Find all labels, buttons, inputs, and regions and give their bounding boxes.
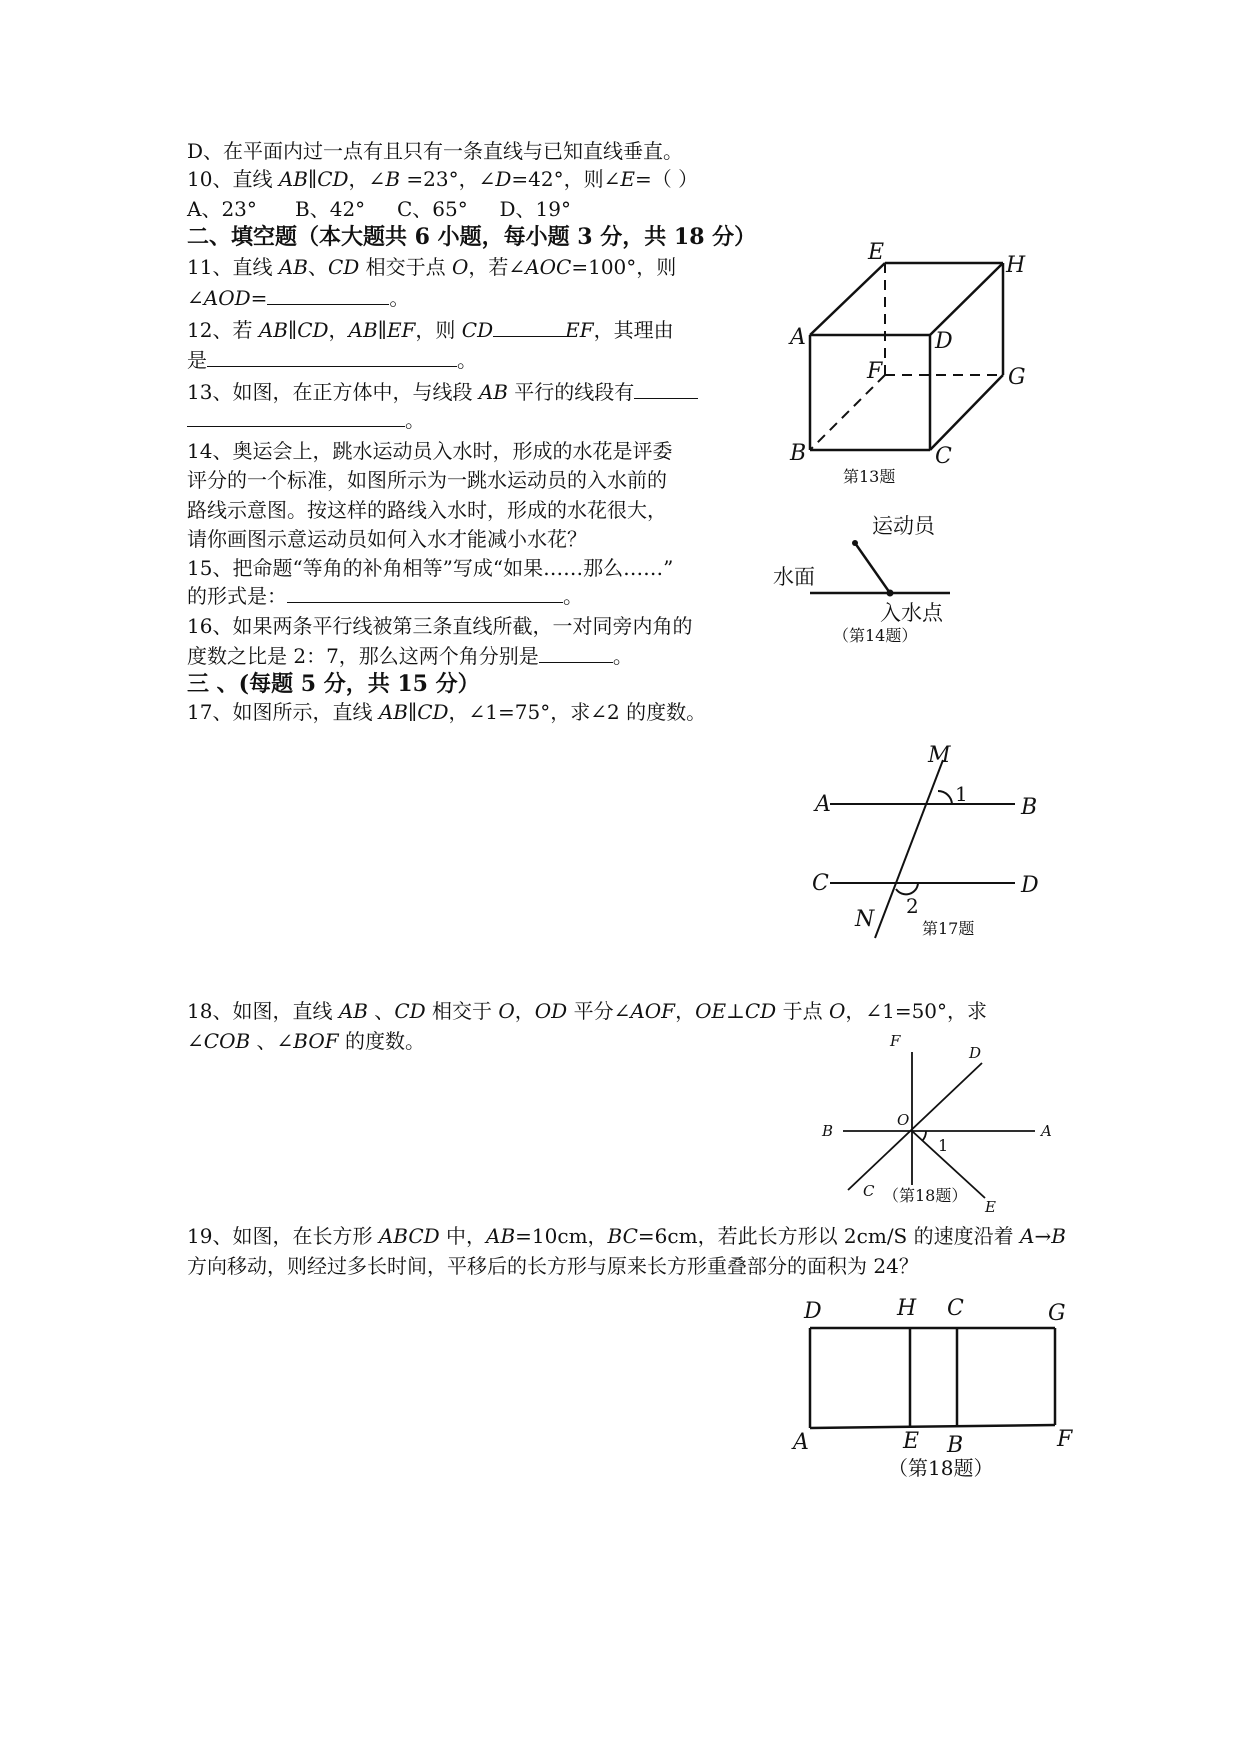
q19-line2: 方向移动，则经过多长时间，平移后的长方形与原来长方形重叠部分的面积为 24？ (187, 1254, 919, 1278)
section2-heading: 二、填空题（本大题共 6 小题，每小题 3 分，共 18 分） (187, 224, 757, 250)
q18-line2: ∠COB 、∠BOF 的度数。 (187, 1029, 425, 1053)
entry-label: 入水点 (880, 601, 943, 625)
q15-line2: 的形式是： 。 (187, 584, 583, 608)
caption-13: 第13题 (843, 467, 896, 486)
angle-1-arc (938, 791, 952, 804)
label-g: G (1048, 1301, 1066, 1326)
q11-line1: 11、直线 AB、CD 相交于点 O，若∠AOC=100°，则 (187, 255, 677, 279)
q12-line2: 是 。 (187, 348, 477, 372)
label-h: H (897, 1296, 917, 1321)
label-c: C (863, 1182, 875, 1200)
figure-14-diver (770, 505, 970, 645)
diver-path (855, 543, 890, 593)
label-c: C (935, 444, 952, 469)
q15-answer-blank[interactable] (287, 582, 563, 603)
label-c: C (947, 1296, 964, 1321)
q15-line1: 15、把命题“等角的补角相等”写成“如果……那么……” (187, 556, 674, 580)
athlete-label: 运动员 (872, 514, 935, 538)
figure-19-rectangles (790, 1290, 1080, 1490)
label-m: M (928, 743, 951, 768)
label-f: F (867, 359, 883, 384)
water-label: 水面 (773, 565, 815, 589)
label-a: A (815, 792, 831, 817)
figure-13-cube (770, 235, 1040, 495)
label-e: E (903, 1429, 920, 1454)
q17-stem: 17、如图所示，直线 AB∥CD，∠1=75°，求∠2 的度数。 (187, 700, 707, 724)
q11-answer-blank[interactable] (267, 284, 389, 305)
q13-line1: 13、如图，在正方体中，与线段 AB 平行的线段有 (187, 378, 698, 406)
q12-relation-blank[interactable] (493, 316, 565, 337)
label-e: E (868, 240, 885, 265)
label-f: F (890, 1032, 901, 1050)
q18-line1: 18、如图，直线 AB 、CD 相交于 O，OD 平分∠AOF，OE⊥CD 于点 O，∠1=50°，求 (187, 999, 988, 1023)
caption-19: （第18题） (888, 1456, 994, 1480)
q14-line2: 评分的一个标准，如图所示为一跳水运动员的入水前的 (187, 468, 667, 492)
edge-cg (930, 375, 1003, 450)
label-b: B (947, 1433, 964, 1458)
label-h: H (1006, 253, 1026, 278)
hidden-edge-fb (810, 375, 885, 450)
label-a: A (793, 1430, 809, 1455)
label-c: C (812, 871, 829, 896)
label-b: B (790, 441, 807, 466)
edge-ae (810, 263, 885, 335)
q19-line1: 19、如图，在长方形 ABCD 中，AB=10cm，BC=6cm，若此长方形以 2cm/S 的速度沿着 A→B (187, 1224, 1066, 1248)
label-f: F (1057, 1427, 1073, 1452)
label-o: O (897, 1111, 910, 1129)
q13-answer-blank-2[interactable] (187, 406, 405, 427)
label-a: A (790, 325, 806, 350)
figure-18-intersecting-lines (815, 1030, 1060, 1215)
angle-1-label: 1 (938, 1136, 949, 1155)
angle-2-label: 2 (906, 894, 919, 918)
caption-14: （第14题） (833, 626, 918, 645)
q12-reason-blank[interactable] (207, 346, 457, 367)
section3-heading: 三 、(每题 5 分，共 15 分） (187, 671, 480, 697)
label-b: B (1021, 795, 1038, 820)
q13-line2: 。 (187, 406, 425, 434)
q16-line2: 度数之比是 2：7，那么这两个角分别是 。 (187, 644, 633, 668)
label-b: B (822, 1122, 834, 1140)
entry-point-dot (887, 590, 894, 597)
figure-17-parallel-lines (800, 735, 1050, 945)
label-e: E (985, 1198, 996, 1216)
label-n: N (855, 907, 875, 932)
bottom-edge (810, 1425, 1055, 1428)
q10-options: A、23° B、42° C、65° D、19° (187, 197, 571, 221)
angle-1-label: 1 (955, 782, 968, 806)
q10-stem: 10、直线 AB∥CD，∠B =23°，∠D=42°，则∠E=（ ） (187, 167, 699, 191)
q13-answer-blank[interactable] (634, 378, 698, 399)
line-cd (848, 1063, 982, 1190)
label-d: D (1021, 873, 1039, 898)
caption-18: （第18题） (883, 1186, 968, 1205)
label-d: D (969, 1044, 982, 1062)
q12-line1: 12、若 AB∥CD，AB∥EF，则 CD EF，其理由 (187, 318, 674, 342)
label-a: A (1041, 1122, 1052, 1140)
caption-17: 第17题 (922, 919, 975, 938)
q14-line3: 路线示意图。按这样的路线入水时，形成的水花很大， (187, 498, 667, 522)
angle-2-arc (896, 883, 918, 894)
label-g: G (1008, 365, 1026, 390)
diver-start-dot (852, 540, 858, 546)
label-d: D (935, 329, 953, 354)
q16-line1: 16、如果两条平行线被第三条直线所截，一对同旁内角的 (187, 614, 693, 638)
q9-option-d: D、在平面内过一点有且只有一条直线与已知直线垂直。 (187, 139, 684, 163)
label-d: D (804, 1299, 822, 1324)
angle-1-arc (922, 1131, 926, 1141)
edge-dh (930, 263, 1003, 335)
q14-line4: 请你画图示意运动员如何入水才能减小水花？ (187, 527, 587, 551)
q11-line2: ∠AOD= 。 (187, 286, 410, 310)
q14-line1: 14、奥运会上，跳水运动员入水时，形成的水花是评委 (187, 439, 673, 463)
q16-answer-blank[interactable] (539, 642, 613, 663)
